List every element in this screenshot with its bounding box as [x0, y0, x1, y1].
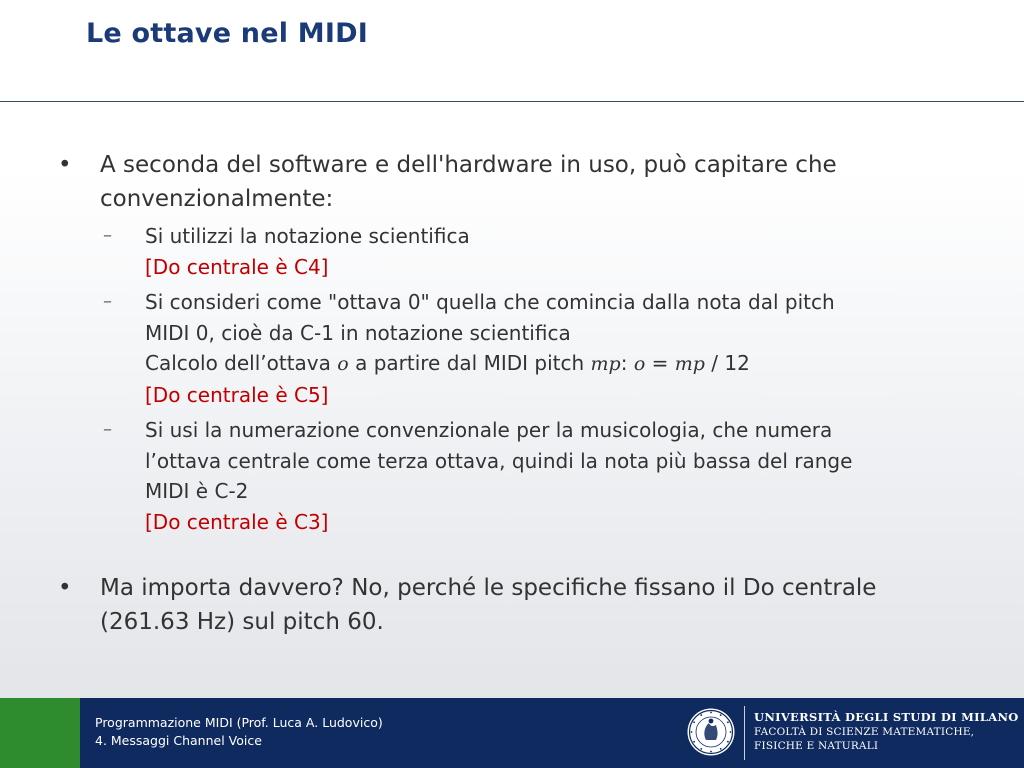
formula-colon: : [620, 351, 634, 375]
sub-note-red: [Do centrale è C3] [145, 509, 329, 534]
bullet-text-line: Ma importa davvero? No, perché le specifiche fissano il Do centrale [100, 575, 877, 601]
footer-course: Programmazione MIDI (Prof. Luca A. Ludovico) [95, 715, 383, 730]
university-seal-icon [686, 707, 736, 757]
slide-title: Le ottave nel MIDI [86, 18, 368, 49]
sub-text-line: MIDI 0, cioè da C-1 in notazione scientifica [145, 320, 571, 345]
formula-mid: a partire dal MIDI pitch [348, 351, 591, 375]
sub-note-red: [Do centrale è C5] [145, 382, 329, 407]
bullet-marker: • [58, 152, 72, 178]
bullet-item-2 [0, 571, 970, 639]
bullet-item-1 [0, 148, 970, 216]
sub-item-3 [0, 415, 975, 537]
formula-equals: = [645, 351, 675, 375]
variable-o: o [337, 353, 349, 375]
formula-divide: / 12 [704, 351, 750, 375]
footer-course-info [95, 714, 383, 750]
dash-marker: – [103, 419, 112, 440]
formula-line [145, 348, 975, 380]
footer-chapter: 4. Messaggi Channel Voice [95, 733, 262, 748]
bullet-marker: • [58, 575, 72, 601]
sub-text-line: Si usi la numerazione convenzionale per la musicologia, che numera [145, 418, 833, 442]
variable-o: o [633, 353, 646, 375]
sub-text-line: MIDI è C-2 [145, 479, 249, 503]
sub-text-line: l’ottava centrale come terza ottava, quindi la nota più bassa del range [145, 448, 853, 473]
university-name: UNIVERSITÀ DEGLI STUDI DI MILANO [754, 710, 1019, 724]
footer-green-block [0, 698, 80, 768]
faculty-name-line2: FISICHE E NATURALI [754, 740, 879, 752]
slide-content [0, 148, 1024, 639]
sub-text-line: Si consideri come "ottava 0" quella che comincia dalla nota dal pitch [145, 290, 835, 314]
dash-marker: – [103, 291, 112, 312]
variable-mp: mp [674, 353, 705, 375]
university-wordmark [754, 709, 1019, 753]
sub-item-1 [0, 221, 975, 282]
dash-marker: – [103, 225, 112, 246]
sub-item-2 [0, 287, 975, 410]
variable-mp: mp [590, 353, 621, 375]
formula-prefix: Calcolo dell’ottava [145, 351, 338, 375]
slide-header [0, 0, 1024, 102]
bullet-text-line: (261.63 Hz) sul pitch 60. [100, 609, 384, 635]
faculty-name-line1: FACOLTÀ DI SCIENZE MATEMATICHE, [754, 726, 975, 738]
footer-separator [744, 706, 745, 760]
bullet-text-line: A seconda del software e dell'hardware in uso, può capitare che [100, 152, 837, 178]
header-divider [0, 101, 1024, 102]
slide-footer [0, 698, 1024, 768]
sub-note-red: [Do centrale è C4] [145, 254, 329, 279]
sub-text-line: Si utilizzi la notazione scientifica [145, 224, 470, 248]
bullet-text-line: convenzionalmente: [100, 186, 334, 212]
